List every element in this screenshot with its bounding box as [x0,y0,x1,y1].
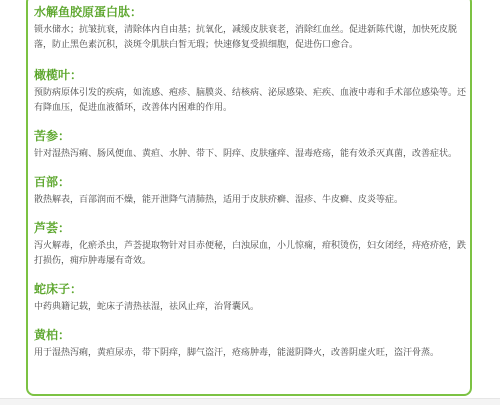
ingredient-list [34,4,466,373]
ingredient-description: 针对湿热泻痢、肠风便血、黄疸、水肿、带下、阴痒、皮肤瘙痒、湿毒疮疡，能有效杀灭真菌，改善症状。 [34,149,458,159]
ingredient-title: 蛇床子： [34,282,83,296]
bottom-divider [0,398,500,405]
ingredient-description: 中药典籍记载，蛇床子清热祛湿，祛风止痒，治肾囊风。 [34,302,260,312]
ingredient-section [34,4,466,53]
ingredient-title: 橄榄叶： [34,68,83,82]
ingredient-section [34,128,466,162]
ingredient-title: 芦荟： [34,221,71,235]
ingredient-description: 泻火解毒，化瘀杀虫，芦荟提取物针对目赤便秘，白浊尿血，小儿惊痫，疳积烫伤，妇女闭经，痔疮疥疮，跌打损伤，痈疖肿毒屡有奇效。 [34,241,467,266]
ingredient-section [34,281,466,315]
ingredient-description: 散热解表，百部润而不燥，能开泄降气清肺热，适用于皮肤疥癣、湿疹、牛皮癣、皮炎等症。 [34,195,404,205]
ingredient-section [34,67,466,116]
ingredient-section [34,174,466,208]
ingredient-section [34,327,466,361]
ingredient-description: 用于湿热泻痢，黄疸尿赤，带下阴痒，脚气盗汗，疮疡肿毒，能滋阴降火，改善阴虚火旺，盗汗骨蒸。 [34,348,440,358]
ingredient-title: 水解鱼胶原蛋白肽： [34,5,143,19]
ingredient-description: 预防病原体引发的疾病，如流感、疱疹、脑膜炎、结核病、泌尿感染、疟疾、血液中毒和手术部位感染等。还有降血压，促进血液循环，改善体内困难的作用。 [34,88,467,113]
ingredient-title: 苦参： [34,129,71,143]
ingredient-section [34,220,466,269]
ingredient-title: 黄柏： [34,328,71,342]
ingredient-description: 锁水储水；抗皱抗衰，清除体内自由基；抗氧化，减缓皮肤衰老，消除红血丝。促进新陈代谢，加快死皮脱落，防止黑色素沉积，淡斑令肌肤白皙无瑕；快速修复受损细胞，促进伤口愈合。 [34,25,458,50]
ingredient-title: 百部： [34,175,71,189]
